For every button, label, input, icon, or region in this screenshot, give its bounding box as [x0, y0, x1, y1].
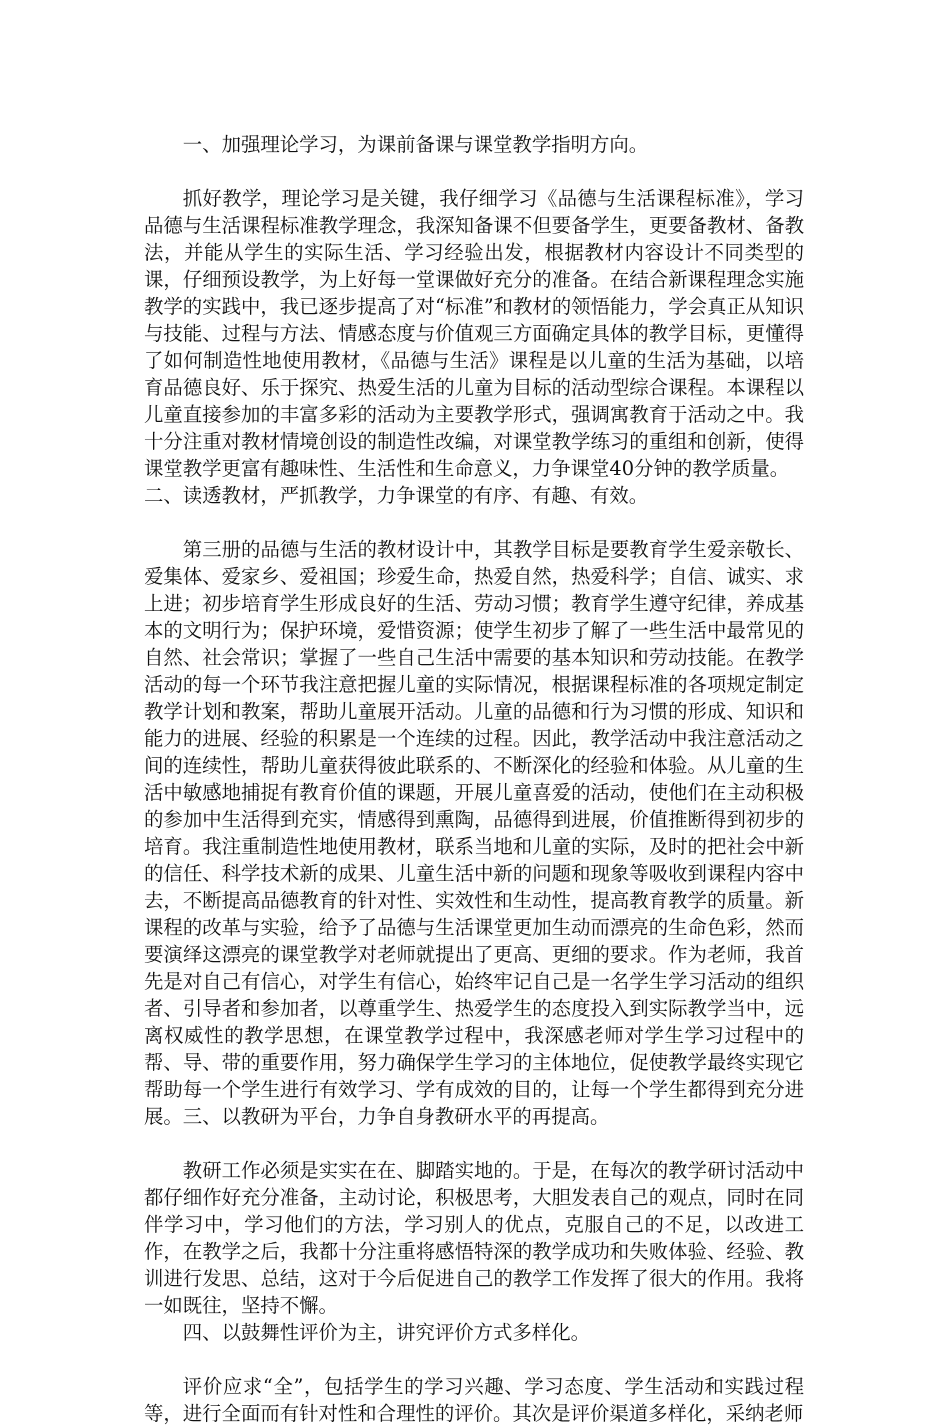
paragraph-2: 第三册的品德与生活的教材设计中，其教学目标是要教育学生爱亲敬长、爱集体、爱家乡、爱祖国；珍爱生命，热爱自然，热爱科学；自信、诚实、求上进；初步培育学生形成良好的生活、劳动习惯；教育学生遵守纪律，养成基本的文明行为；保护环境，爱惜资源；使学生初步了解了一些生活中最常见的自然、社会常识；掌握了一些自己生活中需要的基本知识和劳动技能。在教学活动的每一个环节我注意把握儿童的实际情况，根据课程标准的各项规定制定教学计划和教案，帮助儿童展开活动。儿童的品德和行为习惯的形成、知识和能力的进展、经验的积累是一个连续的过程。因此，教学活动中我注意活动之间的连续性，帮助儿童获得彼此联系的、不断深化的经验和体验。从儿童的生活中敏感地捕捉有教育价值的课题，开展儿童喜爱的活动，使他们在主动积极的参加中生活得到充实，情感得到熏陶，品德得到进展，价值推断得到初步的培育。我注重制造性地使用教材，联系当地和儿童的实际，及时的把社会中新的信任、科学技术新的成果、儿童生活中新的问题和现象等吸收到课程内容中去，不断提高品德教育的针对性、实效性和生动性，提高教育教学的质量。新课程的改革与实验，给予了品德与生活课堂更加生动而漂亮的生命色彩，然而要演绎这漂亮的课堂教学对老师就提出了更高、更细的要求。作为老师，我首先是对自己有信心，对学生有信心，始终牢记自己是一名学生学习活动的组织者、引导者和参加者，以尊重学生、热爱学生的态度投入到实际教学当中，远离权威性的教学思想，在课堂教学过程中，我深感老师对学生学习过程中的帮、导、带的重要作用，努力确保学生学习的主体地位，促使教学最终实现它帮助每一个学生进行有效学习、学有成效的目的，让每一个学生都得到充分进展。三、以教研为平台，力争自身教研水平的再提高。	[144, 538, 804, 1128]
paragraph-3: 教研工作必须是实实在在、脚踏实地的。于是，在每次的教学研讨活动中都仔细作好充分准备，主动讨论，积极思考，大胆发表自己的观点，同时在同伴学习中，学习他们的方法，学习别人的优点，克服自己的不足，以改进工作，在教学之后，我都十分注重将感悟特深的教学成功和失败体验、经验、教训进行发思、总结，这对于今后促进自己的教学工作发挥了很大的作用。我将一如既往，坚持不懈。	[144, 1159, 804, 1317]
document-body	[144, 131, 804, 1427]
section-heading-2: 二、读透教材，严抓教学，力争课堂的有序、有趣、有效。	[144, 484, 649, 507]
paragraph-1: 抓好教学，理论学习是关键，我仔细学习《品德与生活课程标准》，学习品德与生活课程标准教学理念，我深知备课不但要备学生，更要备教材、备教法，并能从学生的实际生活、学习经验出发，根据教材内容设计不同类型的课，仔细预设教学，为上好每一堂课做好充分的准备。在结合新课程理念实施教学的实践中，我已逐步提高了对“标准”和教材的领悟能力，学会真正从知识与技能、过程与方法、情感态度与价值观三方面确定具体的教学目标，更懂得了如何制造性地使用教材，《品德与生活》课程是以儿童的生活为基础，以培育品德良好、乐于探究、热爱生活的儿童为目标的活动型综合课程。本课程以儿童直接参加的丰富多彩的活动为主要教学形式，强调寓教育于活动之中。我十分注重对教材情境创设的制造性改编，对课堂教学练习的重组和创新，使得课堂教学更富有趣味性、生活性和生命意义，力争课堂40分钟的教学质量。	[144, 187, 804, 480]
section-heading-4: 四、以鼓舞性评价为主，讲究评价方式多样化。	[182, 1321, 590, 1344]
paragraph-4: 评价应求“全”，包括学生的学习兴趣、学习态度、学生活动和实践过程等，进行全面而有针对性和合理性的评价。其次是评价渠道多样化，采纳老师	[144, 1375, 804, 1425]
section-heading-1: 一、加强理论学习，为课前备课与课堂教学指明方向。	[182, 133, 649, 156]
